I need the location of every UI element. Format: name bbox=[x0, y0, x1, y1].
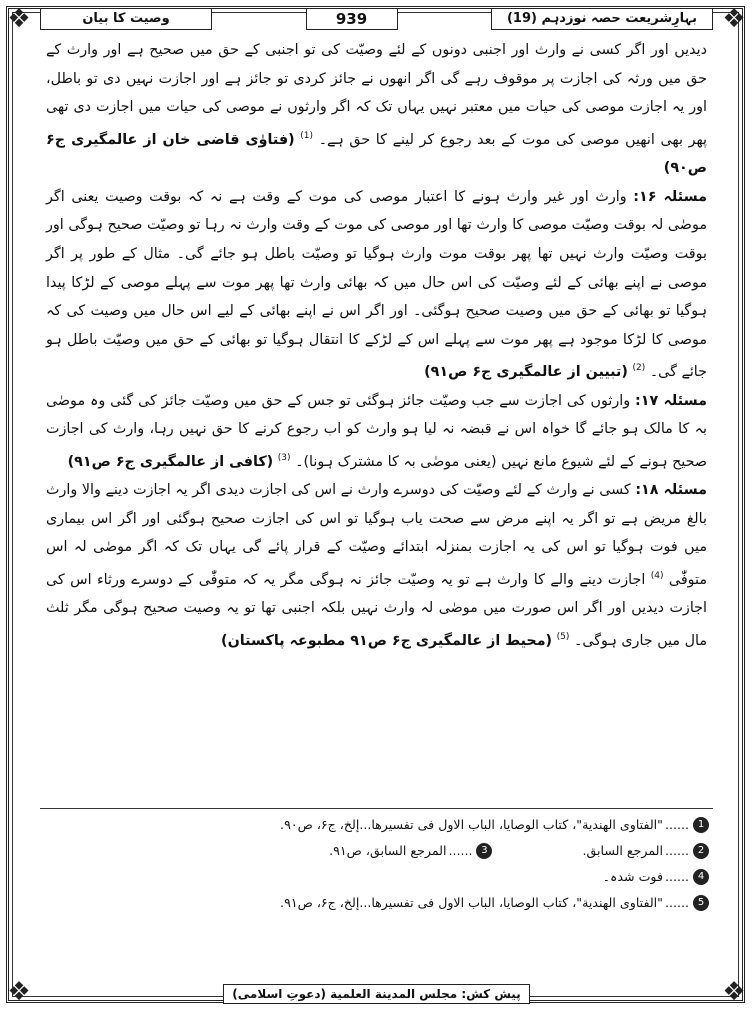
chapter-title: وصیت کا بیان bbox=[40, 8, 212, 30]
footnote-ref: (3) bbox=[277, 452, 291, 463]
corner-ornament-icon: ❖ bbox=[7, 977, 31, 1007]
masla-label: مسئلہ ۱۷: bbox=[635, 392, 707, 409]
footnote-item: 2 ...... المرجع السابق. 3 ...... المرجع السابق، ص۹۱. bbox=[60, 838, 709, 864]
footnote-number: 3 bbox=[476, 843, 492, 859]
masla-17: مسئلہ ۱۷: وارثوں کی اجازت سے جب وصیّت جائز ہوگئی تو جس کے حق میں وصیّت جائز کی گئی وہ موصٰی بہ کا مالک ہو جائے گا خواہ اس نے قبضہ نہ لیا ہو وارث کو اب رجوع کرنے کا حق نہیں رہا، وارث کی اجازت صحیح ہونے کے لئے شیوع مانع نہیں (یعنی موصٰی بہ کا مشترک ہونا)۔ $^{(3)}$ (کافی از عالمگیری ج۶ ص۹۱) bbox=[46, 392, 707, 470]
masla-label: مسئلہ ۱۶: bbox=[633, 188, 708, 205]
page-header bbox=[40, 8, 713, 30]
footnote-ref: (1) bbox=[300, 130, 314, 141]
footnote-ref: (2) bbox=[632, 363, 646, 374]
footnote-ref: (5) bbox=[556, 631, 570, 642]
footnote-number: 1 bbox=[693, 817, 709, 833]
page-number: 939 bbox=[306, 8, 398, 30]
citation: (کافی از عالمگیری ج۶ ص۹۱) bbox=[67, 453, 274, 470]
corner-ornament-icon: ❖ bbox=[722, 4, 746, 34]
main-text bbox=[46, 36, 707, 806]
citation: (تبیین از عالمگیری ج۶ ص۹۱) bbox=[424, 364, 628, 381]
footnote-item: 4 ...... فوت شدہ۔ bbox=[60, 864, 709, 890]
corner-ornament-icon: ❖ bbox=[722, 977, 746, 1007]
masla-18: مسئلہ ۱۸: کسی نے وارث کے لئے وصیّت کی دوسرے وارث نے اس کی اجازت دیدی اگر یہ اجازت دینے والا وارث بالغ مریض ہے تو اگر یہ اپنے مرض سے صحت یاب ہوگیا تو اس کی اجازت صحیح ہوگئی اور اگر اس بیماری میں فوت ہوگیا تو اس کی یہ اجازت بمنزلہ ابتدائے وصیّت کے قرار پائے گی یہاں تک کہ اگر موصٰی لہ اس متوفّٰی $^{(4)}$ اجازت دینے والے کا وارث ہے تو یہ وصیّت جائز نہ ہوگی مگر یہ کہ متوفّٰی کے دوسرے ورثاء اس کی اجازت دیدیں اور اگر اس صورت میں موصٰی لہ وارث نہیں بلکہ اجنبی تھا تو یہ وصیت صحیح ہوگی مگر ثلث مال میں جاری ہوگی۔ $^{(5)}$ (محیط از عالمگیری ج۶ ص۹۱ مطبوعہ پاکستان) bbox=[46, 482, 708, 649]
publisher-label: پیش کش: مجلس المدينة العلمية (دعوتِ اسلامی) bbox=[223, 984, 529, 1004]
footnote-number: 2 bbox=[693, 843, 709, 859]
footnote-ref: (4) bbox=[650, 570, 664, 581]
paragraph-intro: دیدیں اور اگر کسی نے وارث اور اجنبی دونوں کے لئے وصیّت کی تو اجنبی کے حق میں صحیح ہے اور وارث کے حق میں ورثہ کی اجازت پر موقوف رہے گی اگر انھوں نے جائز کردی تو جائز ہے اور اجازت نہیں دی تو باطل، اور یہ اجازت موصی کی حیات میں معتبر نہیں یہاں تک کہ اگر وارثوں نے موصی کی حیات میں اجازت دی تھی پھر بھی انھیں موصی کی موت کے بعد رجوع کر لینے کا حق ہے۔ $^{(1)}$ (فتاوٰی قاضی خان از عالمگیری ج۶ ص۹۰) bbox=[46, 42, 708, 177]
masla-label: مسئلہ ۱۸: bbox=[635, 482, 707, 499]
footnote-item: 1 ...... "الفتاوی الهندیة"، کتاب الوصایا، الباب الاول فی تفسیرها...إلخ، ج۶، ص۹۰. bbox=[60, 812, 709, 838]
citation: (محیط از عالمگیری ج۶ ص۹۱ مطبوعہ پاکستان) bbox=[221, 632, 553, 649]
citation: (فتاوٰی قاضی خان از عالمگیری ج۶ ص۹۰) bbox=[46, 131, 707, 177]
footnote-number: 5 bbox=[693, 895, 709, 911]
page-footer bbox=[0, 983, 753, 1005]
footnote-divider bbox=[40, 808, 713, 809]
footnote-item: 5 ...... "الفتاوی الهندیة"، کتاب الوصایا، الباب الاول فی تفسیرها...إلخ، ج۶، ص۹۱. bbox=[60, 890, 709, 916]
footnote-number: 4 bbox=[693, 869, 709, 885]
masla-16: مسئلہ ۱۶: وارث اور غیر وارث ہونے کا اعتبار موصی کی موت کے وقت ہے نہ کہ بوقت وصیت یعنی اگر موصٰی لہ بوقت وصیّت موصی کا وارث تھا اور موصی کی موت کے وقت وارث نہ رہا تو وصیّت صحیح ہوگی اور بوقت وصیّت وارث نہیں تھا پھر بوقت موت وارث ہوگیا تو وصیّت باطل ہو جائے گی۔ مثال کے طور پر اگر موصی نے اپنے بھائی کے لئے وصیّت کی اس حال میں کہ بھائی وارث تھا پھر موت سے پہلے موصی کے لڑکا پیدا ہوگیا تو بھائی کے حق میں وصیت صحیح ہوگئی۔ اور اگر اس نے اپنے بھائی کے لیے اس حال میں وصیت کی کہ موصی کا لڑکا موجود ہے پھر موت سے پہلے اس کے لڑکے کا انتقال ہوگیا تو بھائی کے حق میں وصیّت باطل ہو جائے گی۔ $^{(2)}$ (تبیین از عالمگیری ج۶ ص۹۱) bbox=[46, 188, 708, 381]
book-title: بہارِشریعت حصہ نوزدہم (19) bbox=[491, 8, 713, 30]
footnotes bbox=[60, 812, 709, 942]
corner-ornament-icon: ❖ bbox=[7, 4, 31, 34]
